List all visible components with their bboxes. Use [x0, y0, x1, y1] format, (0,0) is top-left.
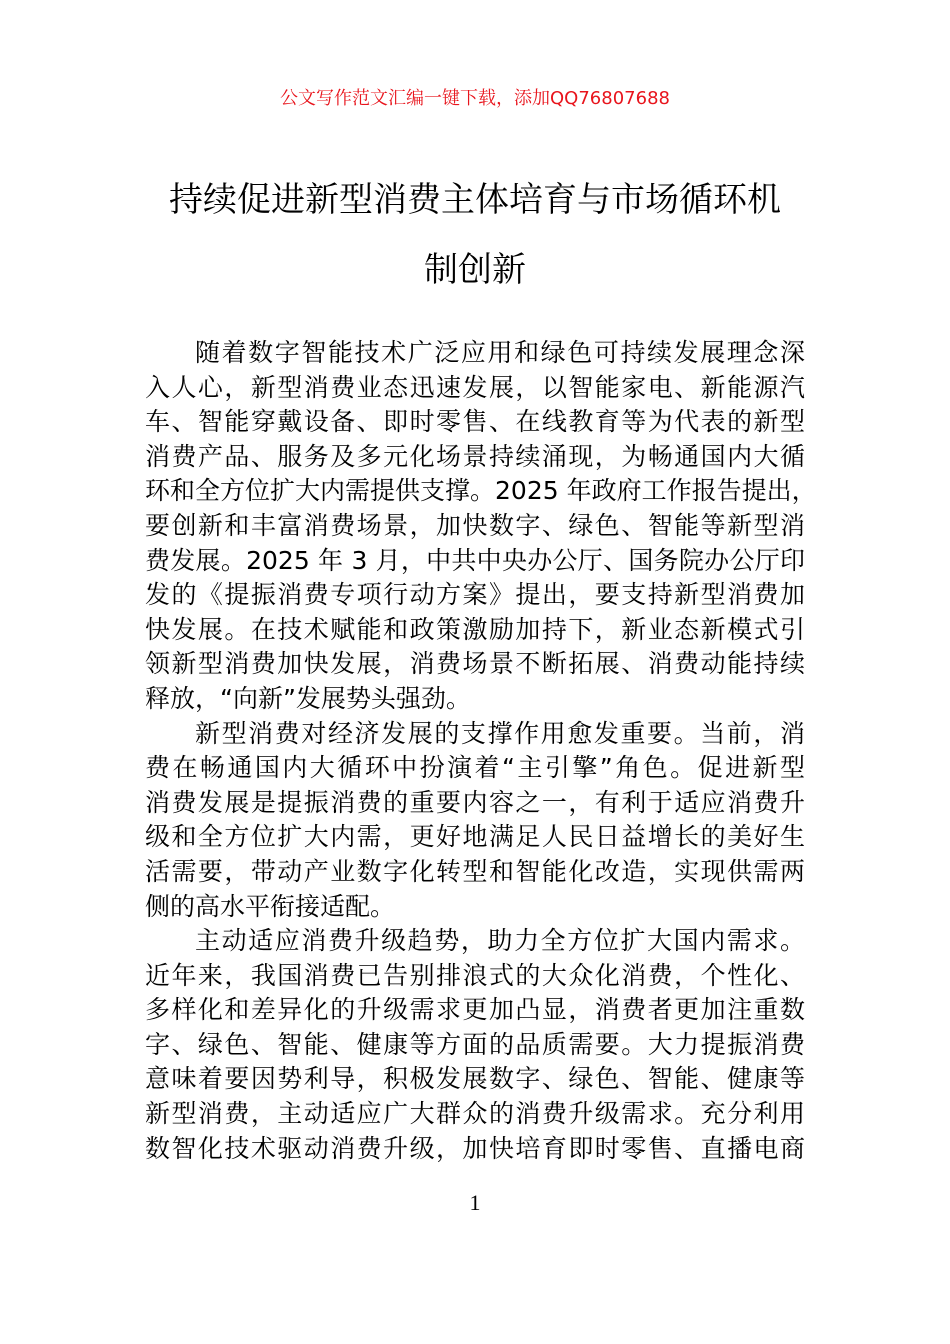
- text-line: 新型消费，主动适应广大群众的消费升级需求。充分利用: [145, 1099, 805, 1129]
- text-line: 侧的高水平衔接适配。: [145, 891, 396, 921]
- text-line: 随着数字智能技术广泛应用和绿色可持续发展理念深: [195, 338, 805, 367]
- text-line: 数智化技术驱动消费升级，加快培育即时零售、直播电商: [145, 1133, 805, 1163]
- document-title-line-2: 制创新: [424, 250, 526, 290]
- text-line: 费在畅通国内大循环中扮演着“主引擎”角色。促进新型: [145, 753, 805, 783]
- text-line: 车、智能穿戴设备、即时零售、在线教育等为代表的新型: [145, 407, 805, 437]
- text-line: 新型消费对经济发展的支撑作用愈发重要。当前，消: [195, 718, 805, 748]
- document-body: [145, 336, 817, 1166]
- text-line: 级和全方位扩大内需，更好地满足人民日益增长的美好生: [145, 822, 805, 852]
- download-notice: 公文写作范文汇编一键下载，添加QQ76807688: [280, 88, 670, 109]
- text-line: 字、绿色、智能、健康等方面的品质需要。大力提振消费: [145, 1029, 805, 1059]
- paragraph: [145, 924, 805, 1166]
- document-title-line-1: 持续促进新型消费主体培育与市场循环机: [169, 180, 781, 220]
- text-line: 近年来，我国消费已告别排浪式的大众化消费，个性化、: [145, 960, 805, 990]
- text-line: 意味着要因势利导，积极发展数字、绿色、智能、健康等: [145, 1064, 805, 1094]
- text-line: 释放，“向新”发展势头强劲。: [145, 683, 471, 713]
- paragraph: [145, 717, 805, 925]
- text-line: 主动适应消费升级趋势，助力全方位扩大国内需求。: [195, 926, 805, 956]
- text-line: 消费发展是提振消费的重要内容之一，有利于适应消费升: [145, 787, 805, 817]
- text-line: 快发展。在技术赋能和政策激励加持下，新业态新模式引: [145, 614, 805, 644]
- paragraph: [145, 336, 817, 717]
- text-line: 要创新和丰富消费场景，加快数字、绿色、智能等新型消: [145, 510, 805, 540]
- text-line: 费发展。2025 年 3 月，中共中央办公厅、国务院办公厅印: [145, 545, 805, 575]
- text-line: 入人心，新型消费业态迅速发展，以智能家电、新能源汽: [145, 372, 805, 402]
- page-number: 1: [469, 1190, 481, 1215]
- text-line: 消费产品、服务及多元化场景持续涌现，为畅通国内大循: [145, 441, 805, 471]
- text-line: 多样化和差异化的升级需求更加凸显，消费者更加注重数: [145, 995, 805, 1025]
- text-line: 活需要，带动产业数字化转型和智能化改造，实现供需两: [145, 856, 805, 886]
- text-line: 环和全方位扩大内需提供支撑。2025 年政府工作报告提出，: [145, 476, 817, 506]
- text-line: 发的《提振消费专项行动方案》提出，要支持新型消费加: [145, 580, 805, 610]
- text-line: 领新型消费加快发展，消费场景不断拓展、消费动能持续: [145, 649, 805, 679]
